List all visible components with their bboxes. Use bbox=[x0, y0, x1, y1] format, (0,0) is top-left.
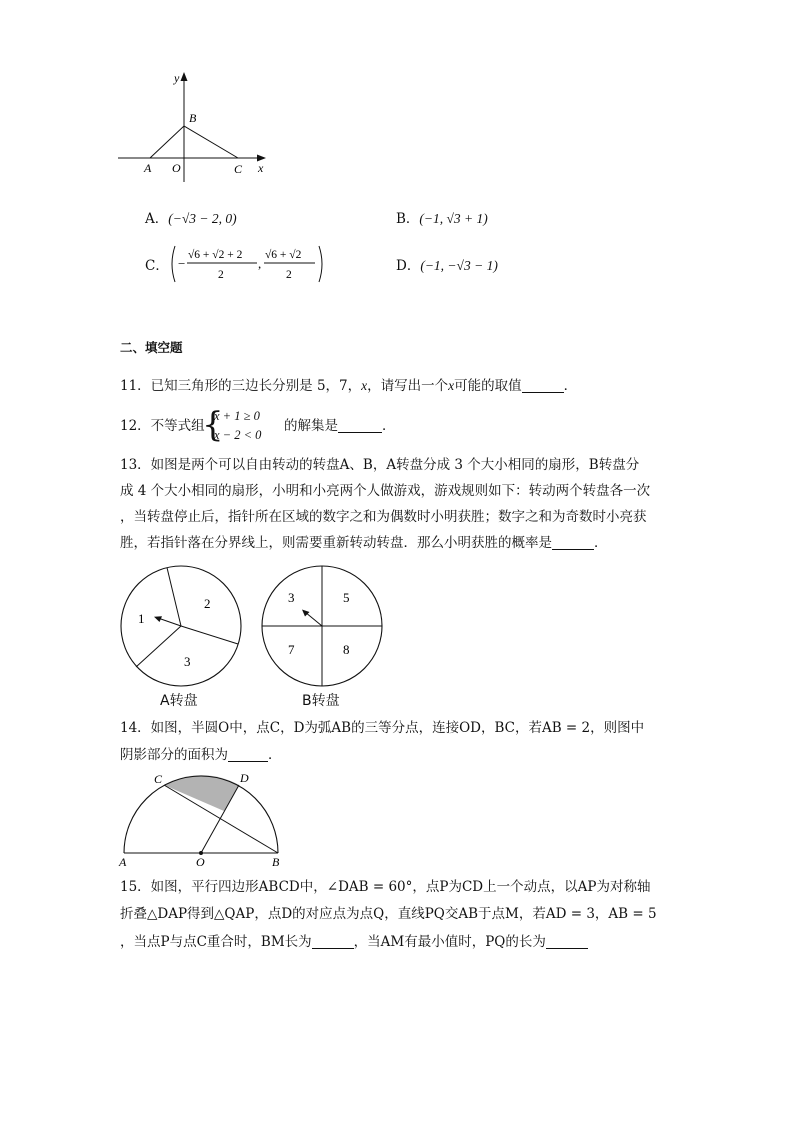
wheel-b-number-8: 8 bbox=[343, 642, 350, 657]
coordinate-figure bbox=[110, 66, 280, 186]
q13-answer-blank[interactable] bbox=[552, 535, 594, 550]
q15-line3a: ，当点P与点C重合时，BM长为 bbox=[120, 934, 312, 950]
q15-answer-blank-2[interactable] bbox=[546, 934, 588, 949]
q13-end: ． bbox=[594, 535, 608, 551]
label-d: D bbox=[240, 771, 249, 785]
wheel-b-number-3: 3 bbox=[288, 590, 295, 605]
wheel-a-caption: A转盘 bbox=[160, 693, 198, 709]
question-14-line2 bbox=[120, 745, 282, 765]
q13-line4a: 胜，若指针落在分界线上，则需要重新转动转盘．那么小明获胜的概率是 bbox=[120, 535, 552, 551]
wheel-b bbox=[259, 563, 385, 689]
q11-var: x bbox=[361, 378, 368, 393]
wheel-a-number-3: 3 bbox=[184, 654, 191, 669]
q12-line2: x − 2 < 0 bbox=[214, 428, 262, 442]
option-d[interactable] bbox=[396, 254, 498, 274]
wheel-a-pointer bbox=[158, 618, 181, 626]
q12-text2-group bbox=[284, 416, 396, 436]
label-y: y bbox=[174, 71, 180, 85]
q12-text1: 12．不等式组 bbox=[120, 418, 205, 434]
q12-line1: x + 1 ≥ 0 bbox=[214, 409, 260, 423]
option-c-num2: √6 + √2 bbox=[265, 249, 302, 261]
q12-brace: { bbox=[202, 405, 224, 445]
label-b: B bbox=[272, 855, 280, 868]
q12-text2: 的解集是 bbox=[284, 418, 338, 434]
option-d-label: D． bbox=[396, 258, 421, 274]
option-c-den2: 2 bbox=[286, 269, 292, 281]
y-axis-arrow bbox=[181, 72, 188, 81]
q11-end: ． bbox=[563, 378, 578, 394]
option-a-label: A． bbox=[145, 211, 169, 227]
option-c-num1: √6 + √2 + 2 bbox=[188, 249, 243, 261]
q14-line2: 阴影部分的面积为 bbox=[120, 747, 228, 763]
option-b-label: B． bbox=[396, 211, 420, 227]
wheel-b-number-7: 7 bbox=[288, 642, 295, 657]
option-b-text: (−1, √3 + 1) bbox=[419, 211, 488, 226]
q12-answer-blank[interactable] bbox=[338, 418, 382, 433]
q11-var2: x bbox=[448, 378, 455, 393]
q12-end: ． bbox=[382, 418, 396, 434]
option-a-text: (−√3 − 2, 0) bbox=[168, 211, 237, 226]
option-c-expression bbox=[169, 244, 329, 284]
question-11 bbox=[120, 376, 577, 396]
label-c: C bbox=[234, 162, 243, 176]
wheel-a-number-1: 1 bbox=[138, 611, 145, 626]
wheel-b-number-5: 5 bbox=[343, 590, 350, 605]
question-14-line1: 14．如图，半圆O中，点C，D为弧AB的三等分点，连接OD，BC，若AB = 2，则图中 bbox=[120, 720, 645, 736]
question-13-line4 bbox=[120, 533, 608, 553]
q11-text3: 可能的取值 bbox=[454, 378, 522, 394]
label-a: A bbox=[119, 855, 127, 868]
q14-answer-blank[interactable] bbox=[228, 747, 268, 762]
option-d-text: (−1, −√3 − 1) bbox=[420, 258, 498, 273]
q14-end: ． bbox=[268, 747, 282, 763]
wheel-a-number-2: 2 bbox=[204, 596, 211, 611]
question-15-line1: 15．如图，平行四边形ABCD中，∠DAB = 60°，点P为CD上一个动点，以AP为对称轴 bbox=[120, 879, 651, 895]
option-c-neg: − bbox=[178, 256, 186, 271]
label-x: x bbox=[258, 161, 264, 175]
triangle-abc bbox=[150, 126, 238, 158]
question-13-line3: ，当转盘停止后，指针所在区域的数字之和为偶数时小明获胜；数字之和为奇数时小亮获 bbox=[120, 509, 647, 525]
q15-answer-blank-1[interactable] bbox=[312, 934, 354, 949]
q11-text1: 11．已知三角形的三边长分别是 5，7， bbox=[120, 378, 362, 394]
section-title: 二、填空题 bbox=[120, 340, 183, 355]
option-b[interactable] bbox=[396, 207, 488, 227]
wheel-b-pointer bbox=[305, 612, 322, 626]
q11-answer-blank[interactable] bbox=[522, 378, 564, 393]
q15-line3b: ，当AM有最小值时，PQ的长为 bbox=[353, 934, 546, 950]
svg-text:,: , bbox=[258, 256, 262, 271]
q11-text2: ，请写出一个 bbox=[367, 378, 449, 394]
label-a: A bbox=[144, 161, 152, 175]
question-15-line3 bbox=[120, 932, 588, 952]
label-b: B bbox=[189, 111, 197, 125]
label-o: O bbox=[196, 855, 205, 868]
wheel-b-caption: B转盘 bbox=[302, 693, 340, 709]
label-c: C bbox=[154, 772, 163, 786]
option-c-den1: 2 bbox=[218, 269, 224, 281]
semicircle-figure bbox=[114, 766, 290, 868]
wheel-a bbox=[118, 563, 244, 689]
question-13-line1: 13．如图是两个可以自由转动的转盘A、B，A转盘分成 3 个大小相同的扇形，B转盘分 bbox=[120, 457, 640, 473]
option-c-label: C． bbox=[145, 258, 169, 274]
option-a[interactable] bbox=[145, 207, 237, 227]
question-15-line2: 折叠△DAP得到△QAP，点D的对应点为点Q，直线PQ交AB于点M，若AD = 3，AB = 5 bbox=[120, 906, 657, 922]
label-o: O bbox=[172, 161, 181, 175]
question-13-line2: 成 4 个大小相同的扇形，小明和小亮两个人做游戏，游戏规则如下：转动两个转盘各一次 bbox=[120, 483, 651, 499]
